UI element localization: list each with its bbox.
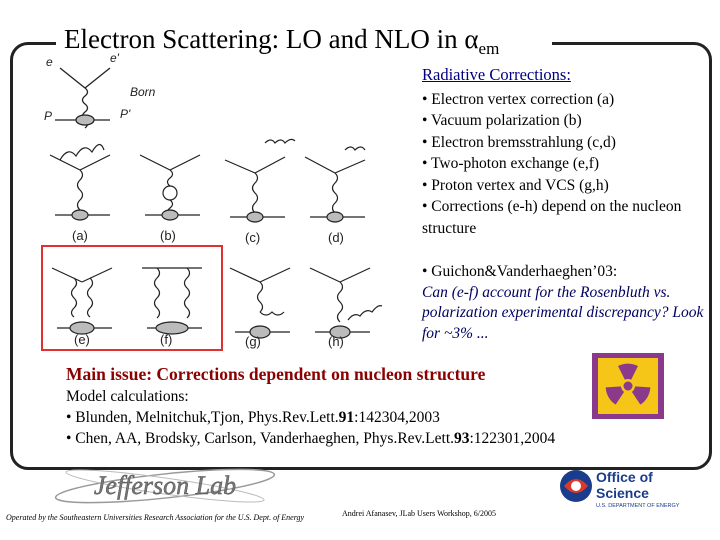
radiative-item: • Electron vertex correction (a) xyxy=(422,90,615,108)
reference-item: • Chen, AA, Brodsky, Carlson, Vanderhaeghen, Phys.Rev.Lett.93:122301,2004 xyxy=(66,430,556,447)
two-photon-highlight-box xyxy=(42,246,222,350)
diagram-h xyxy=(310,268,382,338)
radiative-item: • Electron bremsstrahlung (c,d) xyxy=(422,133,616,151)
radiative-item: • Proton vertex and VCS (g,h) xyxy=(422,176,609,194)
born-p-in: P xyxy=(44,109,53,123)
diagram-d xyxy=(305,147,365,222)
diagram-g xyxy=(230,268,290,338)
radiation-icon xyxy=(592,353,664,419)
model-calculations xyxy=(66,386,666,449)
diagram-b xyxy=(140,155,200,220)
radiative-item: • Vacuum polarization (b) xyxy=(422,112,582,129)
feynman-diagrams xyxy=(30,50,400,360)
label-d: (d) xyxy=(328,230,344,245)
diagram-a xyxy=(50,144,110,220)
diagram-c xyxy=(225,139,295,222)
born-e-in: e xyxy=(46,55,53,69)
label-a: (a) xyxy=(72,228,88,243)
label-f: (f) xyxy=(160,332,173,347)
radiative-corrections xyxy=(422,64,712,239)
title-subscript: em xyxy=(478,39,500,58)
doe-line-1: Office of xyxy=(596,469,653,485)
born-diagram xyxy=(55,68,110,128)
jlab-text: Jefferson Lab xyxy=(93,471,237,500)
label-b: (b) xyxy=(160,228,176,243)
diagram-e xyxy=(52,268,112,334)
doe-office-of-science-logo xyxy=(556,468,716,508)
footer-operator-text: Operated by the Southeastern Universities Research Association for the U.S. Dept. of Energy xyxy=(6,513,305,522)
radiative-heading: Radiative Corrections: xyxy=(422,65,571,84)
radiative-item: • Two-photon exchange (e,f) xyxy=(422,155,600,172)
jefferson-lab-logo xyxy=(40,464,290,512)
doe-line-2: Science xyxy=(596,485,649,501)
main-issue: Main issue: Corrections dependent on nucleon structure xyxy=(66,364,486,384)
footer-author-text: Andrei Afanasev, JLab Users Workshop, 6/2005 xyxy=(342,509,496,518)
label-c: (c) xyxy=(245,230,261,245)
label-e: (e) xyxy=(74,332,90,347)
born-label: Born xyxy=(130,85,156,99)
born-p-out: P' xyxy=(120,107,131,121)
guichon-head: • Guichon&Vanderhaeghen’03: xyxy=(422,263,618,280)
born-e-out: e' xyxy=(110,51,119,65)
calc-heading: Model calculations: xyxy=(66,388,189,405)
label-h: (h) xyxy=(328,334,344,349)
doe-line-3: U.S. DEPARTMENT OF ENERGY xyxy=(596,503,680,508)
guichon-text: Can (e-f) account for the Rosenbluth vs. polarization experimental discrepancy? Look for ~3% ... xyxy=(422,283,704,342)
reference-item: • Blunden, Melnitchuk,Tjon, Phys.Rev.Lett.91:142304,2003 xyxy=(66,409,440,426)
slide-title: Electron Scattering: LO and NLO in $\alpha_{em}$ xyxy=(64,24,500,58)
label-g: (g) xyxy=(245,334,261,349)
radiative-item: • Corrections (e-h) depend on the nucleon structure xyxy=(422,198,682,237)
guichon-note xyxy=(422,262,712,344)
diagram-f xyxy=(142,268,202,334)
